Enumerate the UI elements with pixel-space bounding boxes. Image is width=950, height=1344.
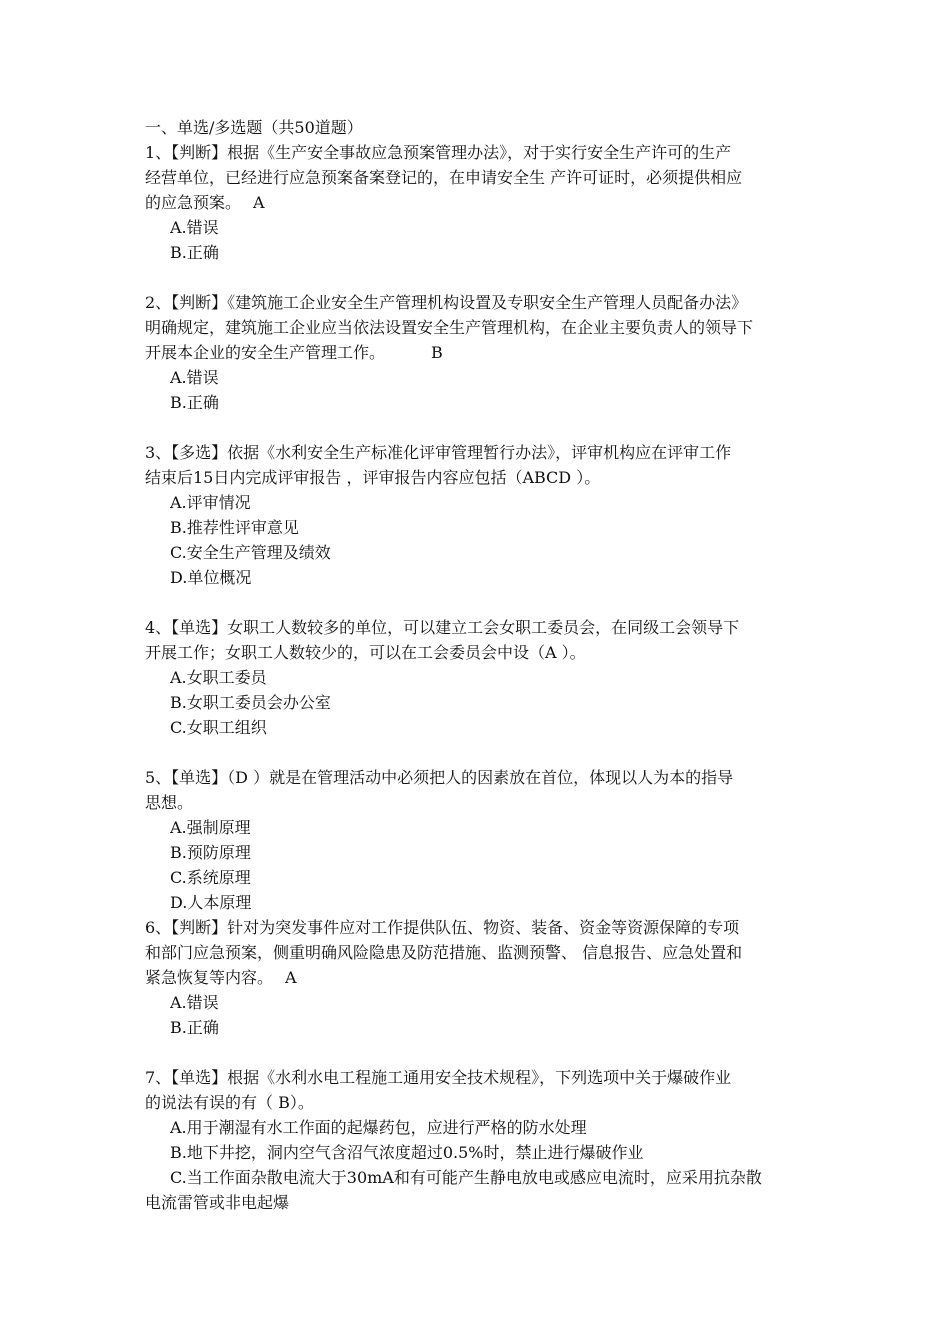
question-2-line-3-text: 开展本企业的安全生产管理工作。 (145, 343, 386, 362)
question-3-option-a: A.评审情况 (170, 493, 251, 512)
question-5-line-1: 5、【单选】（D ）就是在管理活动中必须把人的因素放在首位，体现以人为本的指导 (145, 768, 734, 787)
question-6-options (145, 990, 810, 1040)
question-7-option-c: C.当工作面杂散电流大于30mA和有可能产生静电放电或感应电流时，应采用抗杂散 (170, 1168, 762, 1187)
question-5-option-a: A.强制原理 (170, 818, 251, 837)
question-6-line-2: 和部门应急预案，侧重明确风险隐患及防范措施、监测预警、 信息报告、应急处置和 (145, 943, 743, 962)
question-7 (145, 1065, 810, 1215)
question-5-option-c: C.系统原理 (170, 868, 251, 887)
question-2-answer: B (431, 343, 443, 362)
question-6-option-a: A.错误 (170, 993, 219, 1012)
question-5-options (145, 815, 810, 915)
question-5-option-b: B.预防原理 (170, 843, 251, 862)
question-1-line-1: 1、【判断】根据《生产安全事故应急预案管理办法》，对于实行安全生产许可的生产 (145, 143, 732, 162)
question-6-line-3-text: 紧急恢复等内容。 (145, 968, 274, 987)
question-5 (145, 765, 810, 915)
question-1-option-b: B.正确 (170, 243, 219, 262)
question-7-line-2: 的说法有误的有（ B）。 (145, 1093, 314, 1112)
spacer (145, 1040, 810, 1065)
question-6-line-1: 6、【判断】针对为突发事件应对工作提供队伍、物资、装备、资金等资源保障的专项 (145, 918, 740, 937)
question-3-option-b: B.推荐性评审意见 (170, 518, 299, 537)
question-1-line-2: 经营单位，已经进行应急预案备案登记的，在申请安全生 产许可证时，必须提供相应 (145, 168, 743, 187)
question-2-line-2: 明确规定，建筑施工企业应当依法设置安全生产管理机构，在企业主要负责人的领导下 (145, 318, 754, 337)
question-3-line-2: 结束后15日内完成评审报告 ，评审报告内容应包括（ABCD ）。 (145, 468, 601, 487)
question-7-option-c-continuation: 电流雷管或非电起爆 (145, 1193, 290, 1212)
question-4-option-c: C.女职工组织 (170, 718, 267, 737)
spacer (145, 740, 810, 765)
question-4-line-1: 4、【单选】女职工人数较多的单位，可以建立工会女职工委员会，在同级工会领导下 (145, 618, 740, 637)
question-7-option-b: B.地下井挖，洞内空气含沼气浓度超过0.5%时，禁止进行爆破作业 (170, 1143, 644, 1162)
question-3-options (145, 490, 810, 590)
question-1-line-3 (145, 190, 810, 215)
question-1-answer: A (253, 193, 265, 212)
question-1-options (145, 215, 810, 265)
question-2-line-1: 2、【判断】《建筑施工企业安全生产管理机构设置及专职安全生产管理人员配备办法》 (145, 293, 748, 312)
document-page (145, 115, 810, 1215)
question-2-options (145, 365, 810, 415)
question-3-line-1: 3、【多选】依据《水利安全生产标准化评审管理暂行办法》，评审机构应在评审工作 (145, 443, 732, 462)
question-7-option-a: A.用于潮湿有水工作面的起爆药包，应进行严格的防水处理 (170, 1118, 587, 1137)
question-2-option-a: A.错误 (170, 368, 219, 387)
question-4-option-b: B.女职工委员会办公室 (170, 693, 331, 712)
question-4-options (145, 665, 810, 740)
question-6-answer: A (285, 968, 297, 987)
question-7-options (145, 1115, 810, 1215)
question-2-option-b: B.正确 (170, 393, 219, 412)
question-4-line-2: 开展工作；女职工人数较少的，可以在工会委员会中设（A ）。 (145, 643, 586, 662)
section-title: 一、单选/多选题（共50道题） (145, 118, 363, 137)
question-4-option-a: A.女职工委员 (170, 668, 267, 687)
question-2-line-3 (145, 340, 810, 365)
question-3-option-d: D.单位概况 (170, 568, 252, 587)
spacer (145, 415, 810, 440)
question-3-option-c: C.安全生产管理及绩效 (170, 543, 331, 562)
question-6-option-b: B.正确 (170, 1018, 219, 1037)
question-1-option-a: A.错误 (170, 218, 219, 237)
question-4 (145, 615, 810, 740)
question-6 (145, 915, 810, 1040)
question-1 (145, 140, 810, 265)
question-1-line-3-text: 的应急预案。 (145, 193, 242, 212)
spacer (145, 265, 810, 290)
question-2 (145, 290, 810, 415)
question-7-line-1: 7、【单选】根据《水利水电工程施工通用安全技术规程》，下列选项中关于爆破作业 (145, 1068, 732, 1087)
question-6-line-3 (145, 965, 810, 990)
question-5-option-d: D.人本原理 (170, 893, 252, 912)
spacer (145, 590, 810, 615)
question-3 (145, 440, 810, 590)
question-5-line-2: 思想。 (145, 793, 194, 812)
